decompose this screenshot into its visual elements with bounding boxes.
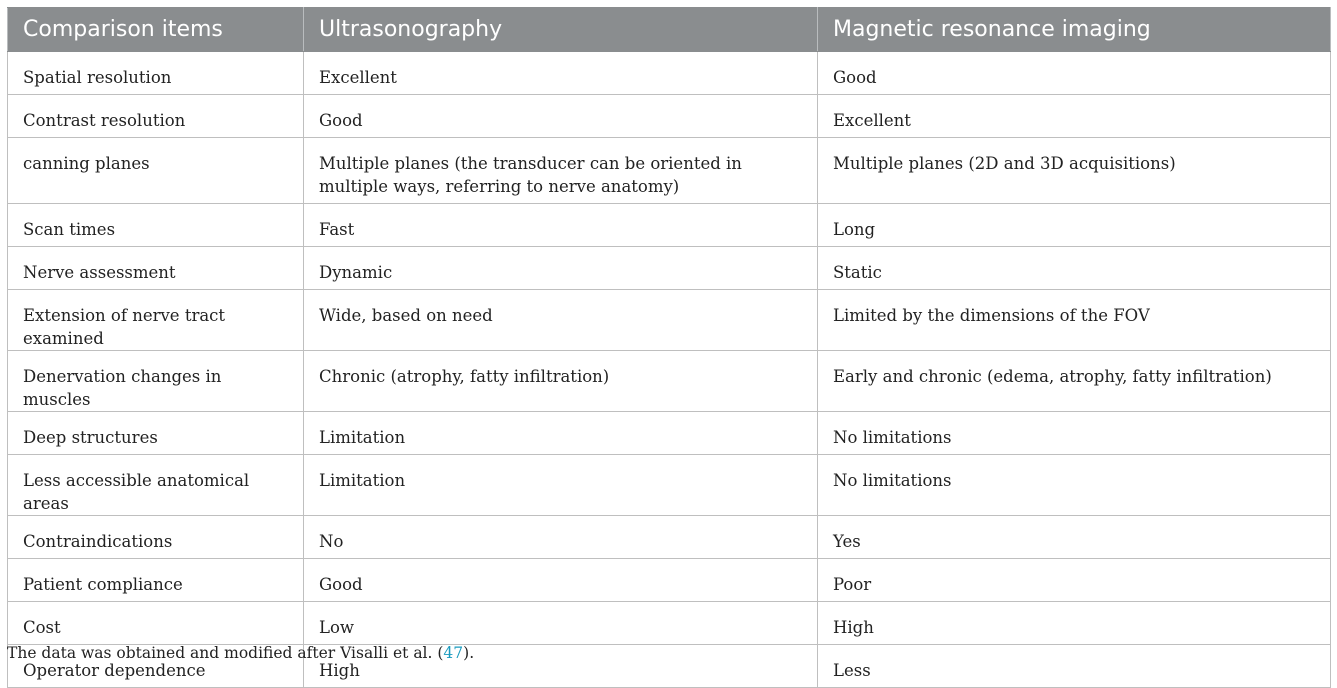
- comparison-table: [7, 7, 1331, 688]
- mri-cell: Yes: [818, 516, 1331, 559]
- row-label: Operator dependence: [8, 645, 304, 688]
- table-row: [8, 516, 1331, 559]
- footnote-suffix: ).: [463, 644, 475, 662]
- table-row: [8, 204, 1331, 247]
- ultrasonography-cell: Low: [304, 602, 818, 645]
- mri-cell: Long: [818, 204, 1331, 247]
- footnote-text: The data was obtained and modified after Visalli et al. (: [7, 644, 444, 662]
- row-label: Contrast resolution: [8, 95, 304, 138]
- ultrasonography-cell: Chronic (atrophy, fatty infiltration): [304, 351, 818, 412]
- table-row: [8, 412, 1331, 455]
- header-mri: Magnetic resonance imaging: [818, 8, 1331, 52]
- header-comparison-items: Comparison items: [8, 8, 304, 52]
- ultrasonography-cell: Excellent: [304, 52, 818, 95]
- table-row: [8, 455, 1331, 516]
- row-label: Nerve assessment: [8, 247, 304, 290]
- ultrasonography-cell: Good: [304, 559, 818, 602]
- mri-cell: Excellent: [818, 95, 1331, 138]
- row-label: Contraindications: [8, 516, 304, 559]
- mri-cell: Good: [818, 52, 1331, 95]
- mri-cell: Early and chronic (edema, atrophy, fatty infiltration): [818, 351, 1331, 412]
- row-label: Less accessible anatomical areas: [8, 455, 304, 516]
- mri-cell: Multiple planes (2D and 3D acquisitions): [818, 138, 1331, 204]
- row-label: Deep structures: [8, 412, 304, 455]
- table-row: [8, 247, 1331, 290]
- ultrasonography-cell: No: [304, 516, 818, 559]
- ultrasonography-cell: Limitation: [304, 412, 818, 455]
- mri-cell: No limitations: [818, 455, 1331, 516]
- row-label: canning planes: [8, 138, 304, 204]
- ultrasonography-cell: Fast: [304, 204, 818, 247]
- mri-cell: Poor: [818, 559, 1331, 602]
- mri-cell: Less: [818, 645, 1331, 688]
- ultrasonography-cell: Dynamic: [304, 247, 818, 290]
- mri-cell: Static: [818, 247, 1331, 290]
- table-row: [8, 138, 1331, 204]
- table-row: [8, 290, 1331, 351]
- mri-cell: No limitations: [818, 412, 1331, 455]
- ultrasonography-cell: Limitation: [304, 455, 818, 516]
- comparison-table-container: [7, 7, 1330, 688]
- row-label: Denervation changes in muscles: [8, 351, 304, 412]
- ultrasonography-cell: Multiple planes (the transducer can be oriented in multiple ways, referring to nerve anatomy): [304, 138, 818, 204]
- row-label: Spatial resolution: [8, 52, 304, 95]
- table-row: [8, 95, 1331, 138]
- table-row: [8, 351, 1331, 412]
- mri-cell: High: [818, 602, 1331, 645]
- row-label: Extension of nerve tract examined: [8, 290, 304, 351]
- row-label: Patient compliance: [8, 559, 304, 602]
- table-footnote: [7, 644, 474, 662]
- ultrasonography-cell: High: [304, 645, 818, 688]
- reference-link[interactable]: 47: [443, 644, 464, 662]
- ultrasonography-cell: Wide, based on need: [304, 290, 818, 351]
- ultrasonography-cell: Good: [304, 95, 818, 138]
- table-header-row: [8, 8, 1331, 52]
- row-label: Cost: [8, 602, 304, 645]
- header-ultrasonography: Ultrasonography: [304, 8, 818, 52]
- row-label: Scan times: [8, 204, 304, 247]
- table-row: [8, 559, 1331, 602]
- table-row: [8, 602, 1331, 645]
- mri-cell: Limited by the dimensions of the FOV: [818, 290, 1331, 351]
- table-row: [8, 52, 1331, 95]
